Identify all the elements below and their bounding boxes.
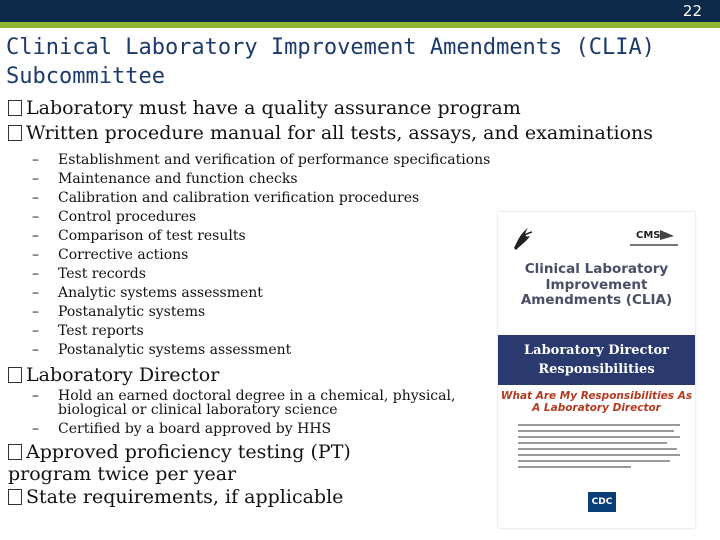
bullet-proficiency-testing: Approved proficiency testing (PT) program twice per year — [8, 441, 351, 485]
list-item: – Control procedures — [32, 209, 197, 225]
brochure-title: Clinical Laboratory Improvement Amendments (CLIA) — [520, 261, 673, 308]
bullet-marker-icon — [8, 489, 22, 505]
list-item: – Postanalytic systems — [32, 304, 206, 320]
cms-logo-icon — [630, 226, 680, 252]
list-item: – Establishment and verification of performance specifications — [32, 152, 491, 168]
list-item: – Certified by a board approved by HHS — [32, 421, 332, 437]
bullet-state-requirements: State requirements, if applicable — [8, 486, 343, 508]
top-bar — [0, 0, 720, 22]
clia-brochure-image — [498, 212, 695, 528]
bullet-marker-icon — [8, 444, 22, 460]
list-item: – Calibration and calibration verification procedures — [32, 190, 420, 206]
slide-title: Clinical Laboratory Improvement Amendments (CLIA) Subcommittee — [6, 35, 656, 89]
director-list — [32, 389, 472, 441]
hhs-eagle-icon — [510, 222, 536, 252]
top-bar-accent — [0, 22, 720, 28]
bullet-marker-icon — [8, 125, 22, 141]
bullet-lab-director: Laboratory Director — [8, 364, 219, 386]
list-item: – Postanalytic systems assessment — [32, 342, 292, 358]
bullet-procedure-manual: Written procedure manual for all tests, assays, and examinations — [8, 122, 653, 144]
bullet-marker-icon — [8, 367, 22, 383]
brochure-subtitle: What Are My Responsibilities As A Laboratory Director — [500, 390, 693, 414]
list-item: – Corrective actions — [32, 247, 189, 263]
list-item: – Comparison of test results — [32, 228, 246, 244]
list-item: – Test reports — [32, 323, 144, 339]
list-item: – Analytic systems assessment — [32, 285, 263, 301]
list-item: – Hold an earned doctoral degree in a chemical, physical, biological or clinical laboratory science — [32, 388, 456, 418]
brochure-note-text — [518, 424, 680, 484]
cdc-logo: CDC — [588, 492, 616, 512]
bullet-marker-icon — [8, 100, 22, 116]
list-item: – Maintenance and function checks — [32, 171, 298, 187]
brochure-band-title: Laboratory Director Responsibilities — [498, 335, 695, 385]
cms-logo-text: CMS — [636, 230, 661, 241]
list-item: – Test records — [32, 266, 146, 282]
bullet-qa-program: Laboratory must have a quality assurance program — [8, 97, 521, 119]
procedure-list — [32, 151, 490, 360]
slide-number: 22 — [682, 2, 702, 20]
